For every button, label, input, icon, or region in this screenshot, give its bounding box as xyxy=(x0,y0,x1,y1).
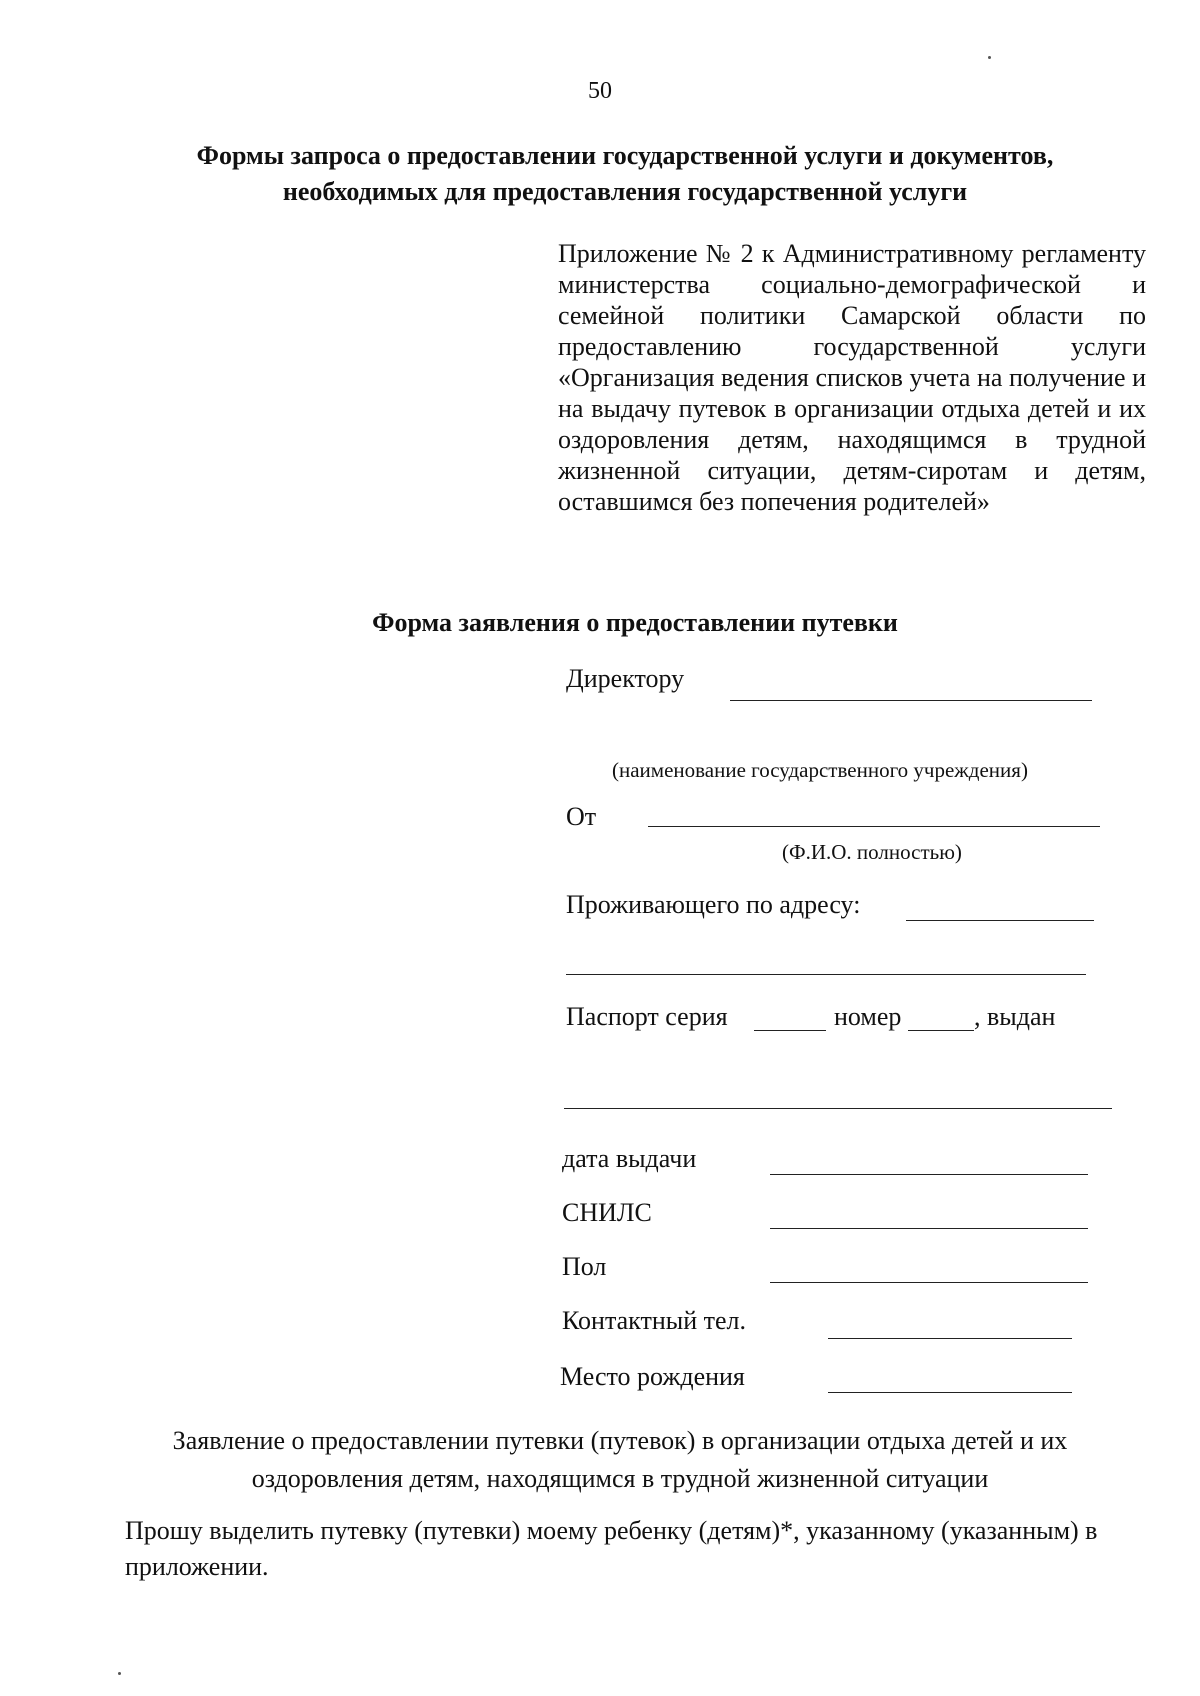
sex-field[interactable] xyxy=(770,1282,1088,1283)
birthplace-label: Место рождения xyxy=(560,1362,745,1391)
appendix-note: Приложение № 2 к Административному регламенту министерства социально-демографической и семейной политики Самарской области по предоставлению государственной услуги «Организация ведения списков учета на получение и на выдачу путевок в организации отдыха детей и их оздоровления детям, находящимся в трудной жизненной ситуации, детям-сиротам и детям, оставшимся без попечения родителей» xyxy=(558,239,1146,516)
document-title-line-1: Формы запроса о предоставлении государственной услуги и документов, xyxy=(196,141,1054,170)
director-field[interactable] xyxy=(730,700,1092,701)
director-label: Директору xyxy=(566,664,685,693)
snils-field[interactable] xyxy=(770,1228,1088,1229)
form-title: Форма заявления о предоставлении путевки xyxy=(372,608,898,637)
issue-date-field[interactable] xyxy=(770,1174,1088,1175)
document-title xyxy=(150,138,1100,210)
address-field[interactable] xyxy=(906,920,1094,921)
statement-title: Заявление о предоставлении путевки (путевок) в организации отдыха детей и их оздоровления детям, находящимся в трудной жизненной ситуации xyxy=(172,1426,1068,1493)
passport-issued-label: , выдан xyxy=(974,1002,1056,1031)
fio-hint: (Ф.И.О. полностью) xyxy=(782,840,962,864)
address-field-line-2[interactable] xyxy=(566,974,1086,975)
phone-label: Контактный тел. xyxy=(562,1306,747,1335)
fio-field[interactable] xyxy=(648,826,1100,827)
page-number: 50 xyxy=(588,78,612,104)
institution-hint: (наименование государственного учреждения) xyxy=(612,758,1028,782)
passport-series-field[interactable] xyxy=(754,1030,826,1031)
request-paragraph: Прошу выделить путевку (путевки) моему ребенку (детям)*, указанному (указанным) в приложении. xyxy=(125,1516,1098,1581)
passport-series-label: Паспорт серия xyxy=(566,1002,728,1031)
snils-label: СНИЛС xyxy=(562,1198,652,1227)
address-label: Проживающего по адресу: xyxy=(566,890,861,919)
from-label: От xyxy=(566,802,597,831)
passport-number-field[interactable] xyxy=(908,1030,974,1031)
scan-speck xyxy=(988,56,991,59)
sex-label: Пол xyxy=(562,1252,607,1281)
passport-number-label: номер xyxy=(834,1002,902,1031)
birthplace-field[interactable] xyxy=(828,1392,1072,1393)
issue-date-label: дата выдачи xyxy=(562,1144,697,1173)
scan-speck xyxy=(118,1672,121,1675)
document-title-line-2: необходимых для предоставления государственной услуги xyxy=(282,177,968,206)
passport-issued-by-field[interactable] xyxy=(564,1108,1112,1109)
phone-field[interactable] xyxy=(828,1338,1072,1339)
